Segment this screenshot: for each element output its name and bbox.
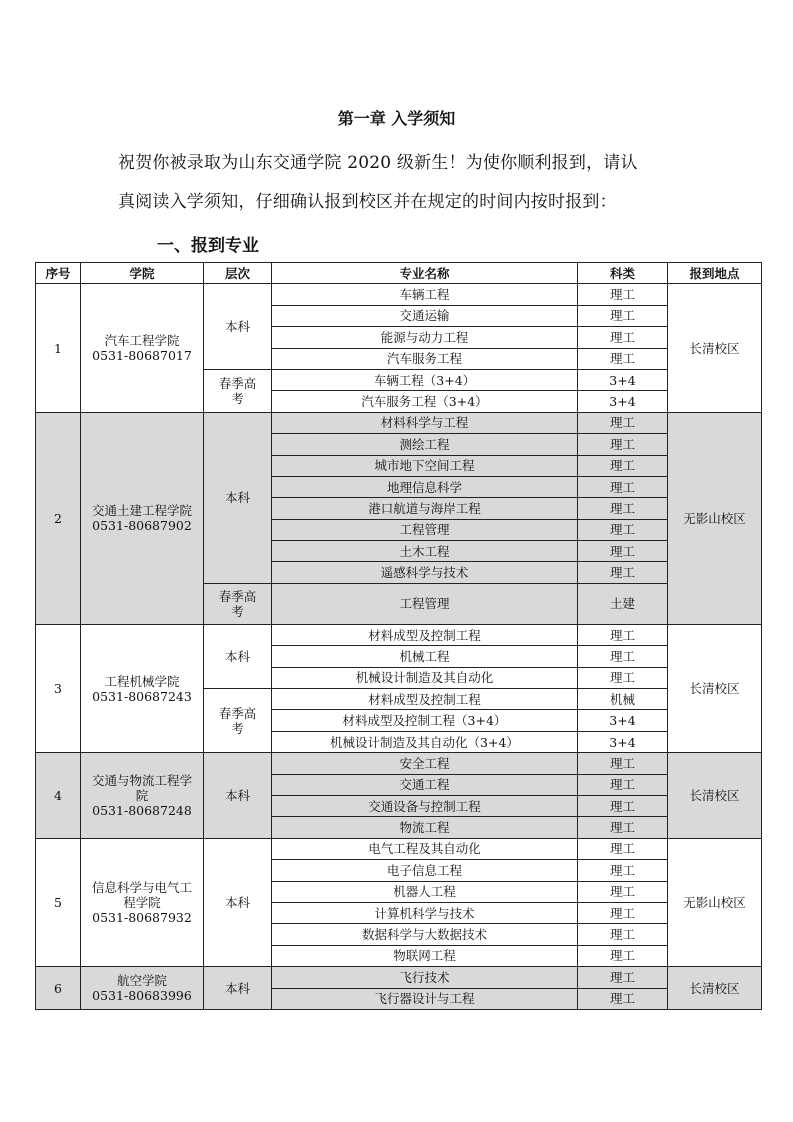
- cell-category: 理工: [578, 902, 668, 923]
- header-campus: 报到地点: [668, 263, 762, 284]
- college-name: 交通与物流工程学院: [91, 772, 192, 803]
- college-name: 信息科学与电气工程学院: [91, 879, 192, 910]
- cell-no: 4: [36, 753, 81, 839]
- section-heading: 一、报到专业: [157, 236, 259, 256]
- cell-campus: 无影山校区: [668, 412, 762, 624]
- header-major: 专业名称: [272, 263, 578, 284]
- cell-major: 电子信息工程: [272, 860, 578, 881]
- cell-college: [81, 967, 204, 1010]
- table-row: [36, 753, 762, 774]
- cell-major: 物流工程: [272, 817, 578, 838]
- cell-college: [81, 412, 204, 624]
- college-name: 交通土建工程学院: [91, 503, 192, 519]
- table-row: [36, 624, 762, 645]
- cell-campus: 无影山校区: [668, 838, 762, 966]
- cell-college: [81, 284, 204, 412]
- cell-level: 本科: [204, 412, 272, 583]
- cell-category: 理工: [578, 988, 668, 1009]
- cell-campus: 长清校区: [668, 753, 762, 839]
- table-row: [36, 967, 762, 988]
- cell-no: 5: [36, 838, 81, 966]
- cell-category: 理工: [578, 795, 668, 816]
- cell-major: 车辆工程: [272, 284, 578, 305]
- cell-major: 飞行器设计与工程: [272, 988, 578, 1009]
- cell-category: 3+4: [578, 369, 668, 390]
- cell-category: 理工: [578, 476, 668, 497]
- cell-major: 飞行技术: [272, 967, 578, 988]
- cell-major: 机器人工程: [272, 881, 578, 902]
- cell-major: 机械设计制造及其自动化（3+4）: [272, 731, 578, 752]
- cell-category: 理工: [578, 967, 668, 988]
- cell-category: 理工: [578, 327, 668, 348]
- cell-category: 理工: [578, 562, 668, 583]
- cell-level: 本科: [204, 967, 272, 1010]
- chapter-title: 第一章 入学须知: [337, 109, 456, 128]
- college-phone: 0531-80687932: [92, 909, 192, 925]
- cell-major: 城市地下空间工程: [272, 455, 578, 476]
- table-header-row: [36, 263, 762, 284]
- cell-category: 3+4: [578, 710, 668, 731]
- cell-category: 理工: [578, 541, 668, 562]
- cell-campus: 长清校区: [668, 284, 762, 412]
- cell-major: 电气工程及其自动化: [272, 838, 578, 859]
- header-college: 学院: [81, 263, 204, 284]
- cell-major: 能源与动力工程: [272, 327, 578, 348]
- cell-major: 工程管理: [272, 519, 578, 540]
- cell-major: 材料科学与工程: [272, 412, 578, 433]
- cell-level: 本科: [204, 284, 272, 370]
- cell-major: 物联网工程: [272, 945, 578, 966]
- cell-no: 1: [36, 284, 81, 412]
- cell-major: 地理信息科学: [272, 476, 578, 497]
- cell-category: 理工: [578, 838, 668, 859]
- cell-category: 理工: [578, 348, 668, 369]
- intro-paragraph-line-2: 真阅读入学须知，仔细确认报到校区并在规定的时间内按时报到：: [118, 192, 617, 212]
- cell-category: 土建: [578, 583, 668, 624]
- college-name: 汽车工程学院: [104, 333, 180, 349]
- cell-category: 理工: [578, 434, 668, 455]
- cell-category: 理工: [578, 753, 668, 774]
- cell-category: 3+4: [578, 391, 668, 412]
- cell-major: 数据科学与大数据技术: [272, 924, 578, 945]
- cell-major: 材料成型及控制工程（3+4）: [272, 710, 578, 731]
- cell-category: 理工: [578, 881, 668, 902]
- majors-table: [35, 262, 762, 1010]
- intro-paragraph-line-1: 祝贺你被录取为山东交通学院 2020 级新生！为使你顺利报到，请认: [118, 153, 638, 173]
- college-phone: 0531-80687243: [92, 688, 192, 704]
- cell-category: 机械: [578, 689, 668, 710]
- cell-major: 汽车服务工程: [272, 348, 578, 369]
- cell-level: 本科: [204, 753, 272, 839]
- cell-campus: 长清校区: [668, 967, 762, 1010]
- header-level: 层次: [204, 263, 272, 284]
- cell-college: [81, 838, 204, 966]
- table-row: [36, 412, 762, 433]
- cell-major: 机械工程: [272, 646, 578, 667]
- header-no: 序号: [36, 263, 81, 284]
- college-name: 航空学院: [116, 973, 167, 988]
- cell-major: 测绘工程: [272, 434, 578, 455]
- cell-category: 理工: [578, 284, 668, 305]
- cell-major: 交通设备与控制工程: [272, 795, 578, 816]
- cell-major: 材料成型及控制工程: [272, 689, 578, 710]
- cell-level: 本科: [204, 624, 272, 688]
- cell-category: 理工: [578, 646, 668, 667]
- cell-major: 安全工程: [272, 753, 578, 774]
- majors-table-body: [36, 284, 762, 1010]
- cell-major: 材料成型及控制工程: [272, 624, 578, 645]
- cell-category: 理工: [578, 519, 668, 540]
- cell-college: [81, 753, 204, 839]
- header-category: 科类: [578, 263, 668, 284]
- cell-category: 理工: [578, 667, 668, 688]
- cell-category: 理工: [578, 774, 668, 795]
- cell-category: 理工: [578, 498, 668, 519]
- cell-category: 理工: [578, 412, 668, 433]
- cell-major: 交通工程: [272, 774, 578, 795]
- cell-no: 3: [36, 624, 81, 752]
- cell-major: 汽车服务工程（3+4）: [272, 391, 578, 412]
- cell-level: 本科: [204, 838, 272, 966]
- college-phone: 0531-80683996: [92, 988, 192, 1003]
- cell-major: 计算机科学与技术: [272, 902, 578, 923]
- cell-category: 理工: [578, 624, 668, 645]
- college-phone: 0531-80687248: [92, 802, 192, 818]
- cell-level: 春季高考: [204, 583, 272, 624]
- cell-major: 土木工程: [272, 541, 578, 562]
- cell-category: 理工: [578, 817, 668, 838]
- table-row: [36, 838, 762, 859]
- cell-category: 3+4: [578, 731, 668, 752]
- cell-major: 机械设计制造及其自动化: [272, 667, 578, 688]
- cell-category: 理工: [578, 455, 668, 476]
- cell-category: 理工: [578, 305, 668, 326]
- college-name: 工程机械学院: [104, 673, 180, 689]
- cell-no: 6: [36, 967, 81, 1010]
- cell-major: 交通运输: [272, 305, 578, 326]
- cell-college: [81, 624, 204, 752]
- cell-category: 理工: [578, 924, 668, 945]
- cell-category: 理工: [578, 945, 668, 966]
- cell-no: 2: [36, 412, 81, 624]
- table-row: [36, 284, 762, 305]
- cell-campus: 长清校区: [668, 624, 762, 752]
- cell-level: 春季高考: [204, 689, 272, 753]
- cell-major: 遥感科学与技术: [272, 562, 578, 583]
- cell-level: 春季高考: [204, 369, 272, 412]
- cell-category: 理工: [578, 860, 668, 881]
- cell-major: 车辆工程（3+4）: [272, 369, 578, 390]
- college-phone: 0531-80687902: [92, 518, 192, 534]
- cell-major: 港口航道与海岸工程: [272, 498, 578, 519]
- college-phone: 0531-80687017: [92, 348, 192, 364]
- cell-major: 工程管理: [272, 583, 578, 624]
